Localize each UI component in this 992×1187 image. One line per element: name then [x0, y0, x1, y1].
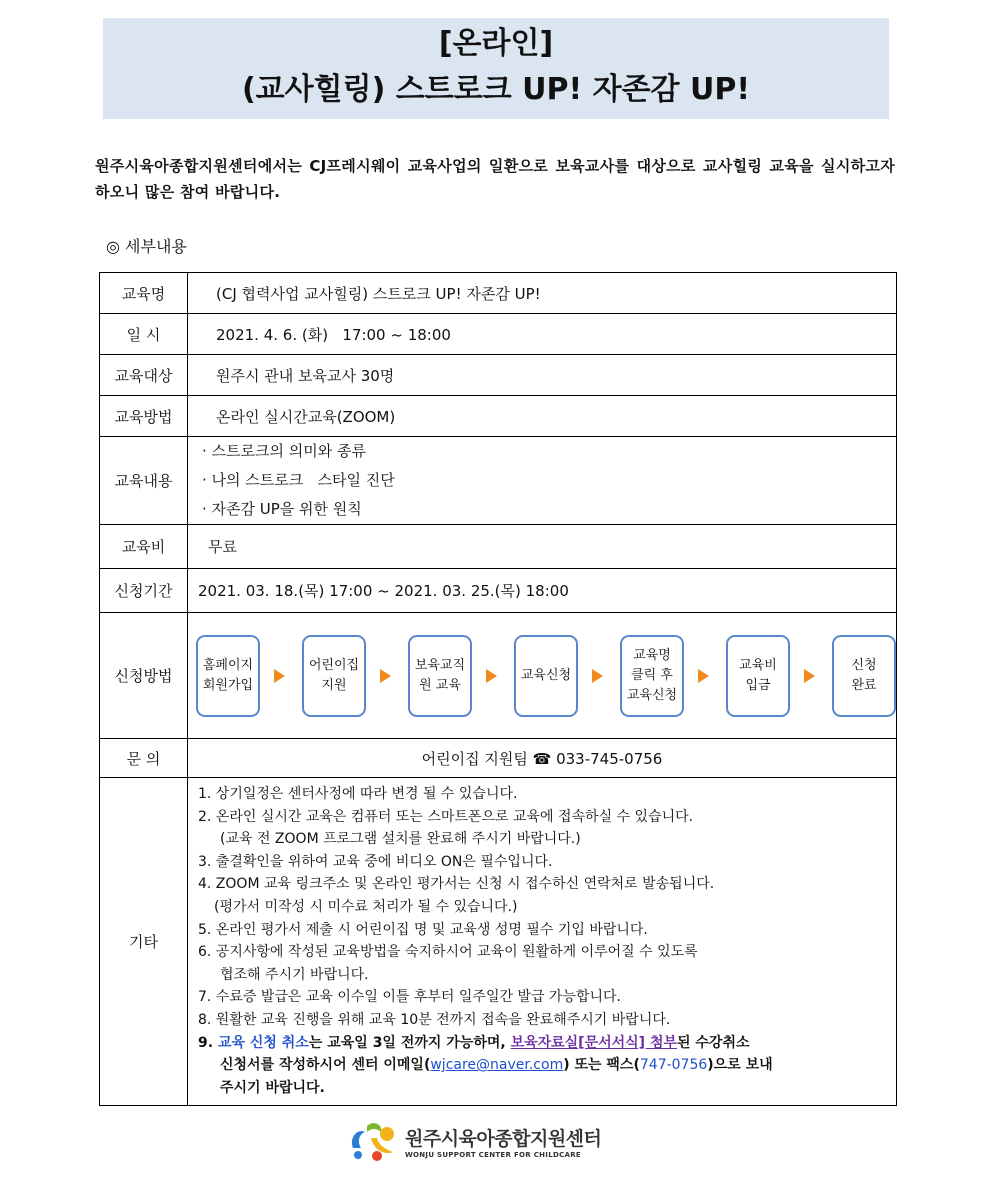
note9-num: 9.	[198, 1034, 218, 1051]
center-name: 원주시육아종합지원센터	[405, 1127, 602, 1150]
step-label: 교육명 클릭 후 교육신청	[626, 647, 678, 703]
center-subtitle: WONJU SUPPORT CENTER FOR CHILDCARE	[405, 1150, 581, 1159]
value-target: 원주시 관내 보육교사 30명	[188, 355, 897, 396]
row-method	[100, 396, 897, 437]
note9-text: 된 수강취소	[677, 1034, 750, 1051]
step-label: 어린이집 지원	[308, 657, 360, 693]
value-contact: 어린이집 지원팀 ☎ 033-745-0756	[188, 739, 897, 778]
notes-list	[188, 778, 896, 1105]
value-etc	[188, 778, 897, 1106]
title-line1: [온라인]	[438, 26, 554, 61]
note9-text: 신청서를 작성하시어 센터 이메일(	[220, 1057, 431, 1074]
label-fee: 교육비	[100, 525, 188, 569]
step-box	[832, 635, 896, 717]
note9-text: ) 또는 팩스(	[563, 1057, 640, 1074]
step-label: 홈페이지 회원가입	[202, 657, 254, 693]
title-banner	[103, 18, 889, 119]
title-line2: (교사힐링) 스트로크 UP! 자존감 UP!	[241, 72, 751, 107]
note9-text: 주시기 바랍니다.	[220, 1079, 325, 1096]
step-label: 보육교직 원 교육	[414, 657, 466, 693]
center-logo-icon	[347, 1118, 405, 1164]
note-item: 1. 상기일정은 센터사정에 따라 변경 될 수 있습니다.	[198, 786, 518, 802]
value-period: 2021. 03. 18.(목) 17:00 ~ 2021. 03. 25.(목) 18:00	[188, 569, 897, 613]
step-label: 신청 완료	[851, 657, 877, 693]
row-content	[100, 437, 897, 525]
content-item: · 자존감 UP을 위한 원칙	[202, 500, 362, 518]
info-table	[99, 272, 897, 1106]
footer-logo	[347, 1118, 601, 1164]
note-item: (교육 전 ZOOM 프로그램 설치를 완료해 주시기 바랍니다.)	[220, 831, 581, 848]
email-link[interactable]: wjcare@naver.com	[430, 1057, 564, 1074]
row-date	[100, 314, 897, 355]
row-etc	[100, 778, 897, 1106]
step-box	[408, 635, 472, 717]
arrow-right-icon	[486, 669, 497, 683]
note-item: 7. 수료증 발급은 교육 이수일 이틀 후부터 일주일간 발급 가능합니다.	[198, 989, 622, 1006]
note-item: 6. 공지사항에 작성된 교육방법을 숙지하시어 교육이 원활하게 이루어질 수 있도록	[198, 944, 698, 961]
apply-steps	[188, 635, 896, 717]
label-content: 교육내용	[100, 437, 188, 525]
value-name: (CJ 협력사업 교사힐링) 스트로크 UP! 자존감 UP!	[188, 273, 897, 314]
note9-text: )으로 보내	[707, 1057, 773, 1074]
arrow-right-icon	[274, 669, 285, 683]
content-item: · 나의 스트로크 스타일 진단	[202, 471, 395, 489]
arrow-right-icon	[380, 669, 391, 683]
note-item: 5. 온라인 평가서 제출 시 어린이집 명 및 교육생 성명 필수 기입 바랍니다.	[198, 921, 648, 938]
label-etc: 기타	[100, 778, 188, 1106]
intro-paragraph: 원주시육아종합지원센터에서는 CJ프레시웨이 교육사업의 일환으로 보육교사를 대상으로 교사힐링 교육을 실시하고자 하오니 많은 참여 바랍니다.	[95, 157, 895, 201]
note-item-cancel	[198, 1032, 888, 1055]
label-name: 교육명	[100, 273, 188, 314]
footer-text	[405, 1124, 601, 1159]
label-method: 교육방법	[100, 396, 188, 437]
step-label: 교육신청	[520, 667, 572, 683]
note-item: 3. 출결확인을 위하여 교육 중에 비디오 ON은 필수입니다.	[198, 853, 553, 870]
label-period: 신청기간	[100, 569, 188, 613]
label-apply: 신청방법	[100, 613, 188, 739]
note-item: 4. ZOOM 교육 링크주소 및 온라인 평가서는 신청 시 접수하신 연락처로 발송됩니다.	[198, 876, 715, 893]
note-item: 2. 온라인 실시간 교육은 컴퓨터 또는 스마트폰으로 교육에 접속하실 수 있습니다.	[198, 808, 694, 825]
value-method: 온라인 실시간교육(ZOOM)	[188, 396, 897, 437]
step-box	[302, 635, 366, 717]
label-date: 일 시	[100, 314, 188, 355]
row-target	[100, 355, 897, 396]
label-contact: 문 의	[100, 739, 188, 778]
row-period	[100, 569, 897, 613]
step-box	[514, 635, 578, 717]
value-content	[188, 437, 897, 525]
note9-text: 는 교육일 3일 전까지 가능하며,	[308, 1034, 511, 1051]
note9-cancel: 교육 신청 취소	[217, 1034, 309, 1051]
value-fee: 무료	[188, 525, 897, 569]
note-item: (평가서 미작성 시 미수료 처리가 될 수 있습니다.)	[214, 898, 518, 915]
content-item: · 스트로크의 의미와 종류	[202, 442, 366, 460]
value-date: 2021. 4. 6. (화) 17:00 ~ 18:00	[188, 314, 897, 355]
step-box	[196, 635, 260, 717]
row-apply	[100, 613, 897, 739]
value-apply	[188, 613, 897, 739]
step-box	[620, 635, 684, 717]
arrow-right-icon	[698, 669, 709, 683]
step-label: 교육비 입금	[739, 657, 777, 693]
note-item-cancel-cont	[198, 1054, 888, 1077]
note-item: 8. 원활한 교육 진행을 위해 교육 10분 전까지 접속을 완료해주시기 바랍니다.	[198, 1011, 671, 1028]
step-box	[726, 635, 790, 717]
row-name	[100, 273, 897, 314]
row-contact	[100, 739, 897, 778]
row-fee	[100, 525, 897, 569]
arrow-right-icon	[592, 669, 603, 683]
label-target: 교육대상	[100, 355, 188, 396]
note-item: 협조해 주시기 바랍니다.	[220, 966, 369, 983]
arrow-right-icon	[804, 669, 815, 683]
attach-link[interactable]: 보육자료실[문서서식] 첨부	[510, 1034, 677, 1051]
section-title: ◎ 세부내용	[106, 237, 187, 256]
fax-number: 747-0756	[639, 1057, 708, 1074]
